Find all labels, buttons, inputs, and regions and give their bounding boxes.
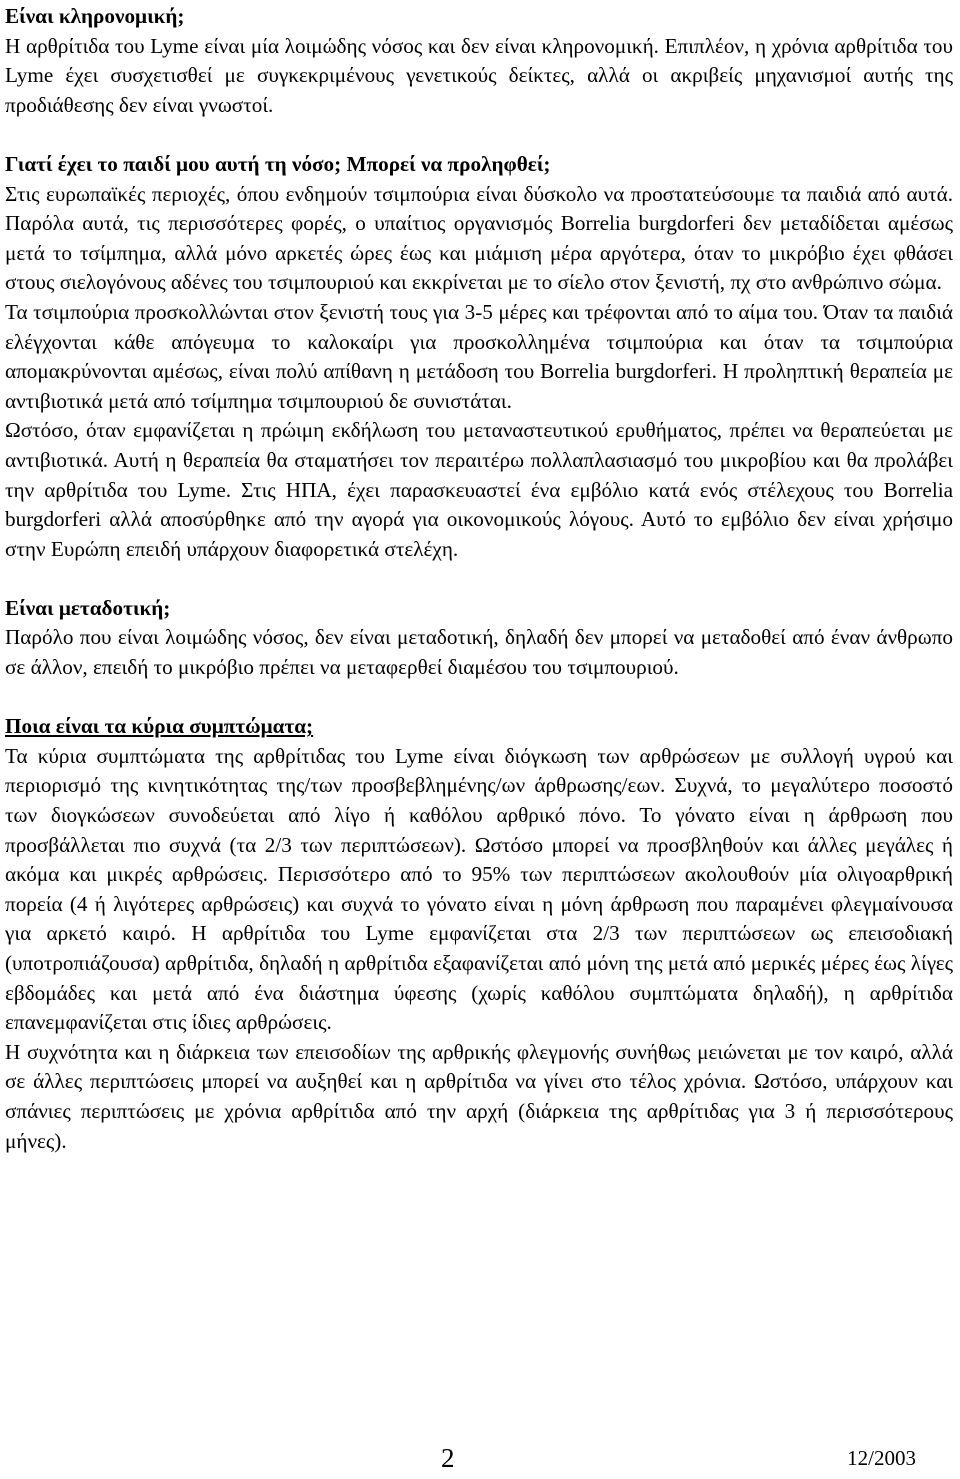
section-heading: Γιατί έχει το παιδί μου αυτή τη νόσο; Μπορεί να προληφθεί; (5, 151, 551, 176)
section-hereditary (5, 2, 953, 120)
paragraph: Η αρθρίτιδα του Lyme είναι μία λοιμώδης νόσος και δεν είναι κληρονομική. Επιπλέον, η χρόνια αρθρίτιδα του Lyme έχει συσχετισθεί με συγκεκριμένους γενετικούς δείκτες, αλλά οι ακριβείς μηχανισμοί αυτής της προδιάθεσης δεν είναι γνωστοί. (5, 33, 953, 117)
paragraph: Τα τσιμπούρια προσκολλώνται στον ξενιστή τους για 3-5 μέρες και τρέφονται από το αίμα του. Όταν τα παιδιά ελέγχονται κάθε απόγευμα το καλοκαίρι για προσκολλημένα τσιμπούρια και όταν τα τσιμπούρια απομακρύνονται αμέσως, είναι πολύ απίθανη η μετάδοση του Borrelia burgdorferi. Η προληπτική θεραπεία με αντιβιοτικά μετά από τσίμπημα τσιμπουριού δε συνιστάται. (5, 299, 953, 413)
footer-date: 12/2003 (847, 1446, 916, 1470)
page-number: 2 (441, 1443, 455, 1473)
section-heading: Είναι μεταδοτική; (5, 595, 171, 620)
section-contagious (5, 594, 953, 683)
section-heading: Ποια είναι τα κύρια συμπτώματα; (5, 714, 314, 739)
section-cause-prevention (5, 150, 953, 564)
section-heading: Είναι κληρονομική; (5, 4, 185, 28)
paragraph: Τα κύρια συμπτώματα της αρθρίτιδας του Lyme είναι διόγκωση των αρθρώσεων με συλλογή υγρού και περιορισμό της κινητικότητας της/των προσβεβλημένης/ων άρθρωσης/εων. Συχνά, το μεγαλύτερο ποσοστό των διογκώσεων συνοδεύεται από λίγο ή καθόλου αρθρικό πόνο. Το γόνατο είναι η άρθρωση που προσβάλλεται πιο συχνά (τα 2/3 των περιπτώσεων). Ωστόσο μπορεί να προσβληθούν και άλλες μεγάλες ή ακόμα και μικρές αρθρώσεις. Περισσότερο από το 95% των περιπτώσεων ακολουθούν μία ολιγοαρθρική πορεία (4 ή λιγότερες αρθρώσεις) και συχνά το γόνατο είναι η μόνη άρθρωση που παραμένει φλεγμαίνουσα για αρκετό καιρό. Η αρθρίτιδα του Lyme εμφανίζεται στα 2/3 των περιπτώσεων ως επεισοδιακή (υποτροπιάζουσα) αρθρίτιδα, δηλαδή η αρθρίτιδα εξαφανίζεται από μόνη της μετά από μερικές μέρες έως λίγες εβδομάδες και μετά από ένα διάστημα ύφεσης (χωρίς καθόλου συμπτώματα δηλαδή), η αρθρίτιδα επανεμφανίζεται στις ίδιες αρθρώσεις. (5, 743, 953, 1035)
paragraph: Παρόλο που είναι λοιμώδης νόσος, δεν είναι μεταδοτική, δηλαδή δεν μπορεί να μεταδοθεί από έναν άνθρωπο σε άλλον, επειδή το μικρόβιο πρέπει να μεταφερθεί διαμέσου του τσιμπουριού. (5, 625, 953, 680)
document-page (5, 2, 953, 1156)
paragraph: Η συχνότητα και η διάρκεια των επεισοδίων της αρθρικής φλεγμονής συνήθως μειώνεται με τον καιρό, αλλά σε άλλες περιπτώσεις μπορεί να αυξηθεί και η αρθρίτιδα να γίνει στο τέλος χρόνια. Ωστόσο, υπάρχουν και σπάνιες περιπτώσεις με χρόνια αρθρίτιδα από την αρχή (διάρκεια της αρθρίτιδας για 3 ή περισσότερους μήνες). (5, 1039, 953, 1153)
paragraph: Στις ευρωπαϊκές περιοχές, όπου ενδημούν τσιμπούρια είναι δύσκολο να προστατεύσουμε τα παιδιά από αυτά. Παρόλα αυτά, τις περισσότερες φορές, ο υπαίτιος οργανισμός Borrelia burgdorferi δεν μεταδίδεται αμέσως μετά το τσίμπημα, αλλά μόνο αρκετές ώρες έως και μιάμιση μέρα αργότερα, όταν το μικρόβιο έχει φθάσει στους σιελογόνους αδένες του τσιμπουριού και εκκρίνεται με το σίελο στον ξενιστή, πχ στο ανθρώπινο σώμα. (5, 181, 953, 295)
section-symptoms (5, 712, 953, 1156)
paragraph: Ωστόσο, όταν εμφανίζεται η πρώιμη εκδήλωση του μεταναστευτικού ερυθήματος, πρέπει να θεραπεύεται με αντιβιοτικά. Αυτή η θεραπεία θα σταματήσει τον περαιτέρω πολλαπλασιασμό του μικροβίου και θα προλάβει την αρθρίτιδα του Lyme. Στις ΗΠΑ, έχει παρασκευαστεί ένα εμβόλιο κατά ενός στέλεχους του Borrelia burgdorferi αλλά αποσύρθηκε από την αγορά για οικονομικούς λόγους. Αυτό το εμβόλιο δεν είναι χρήσιμο στην Ευρώπη επειδή υπάρχουν διαφορετικά στελέχη. (5, 418, 953, 561)
